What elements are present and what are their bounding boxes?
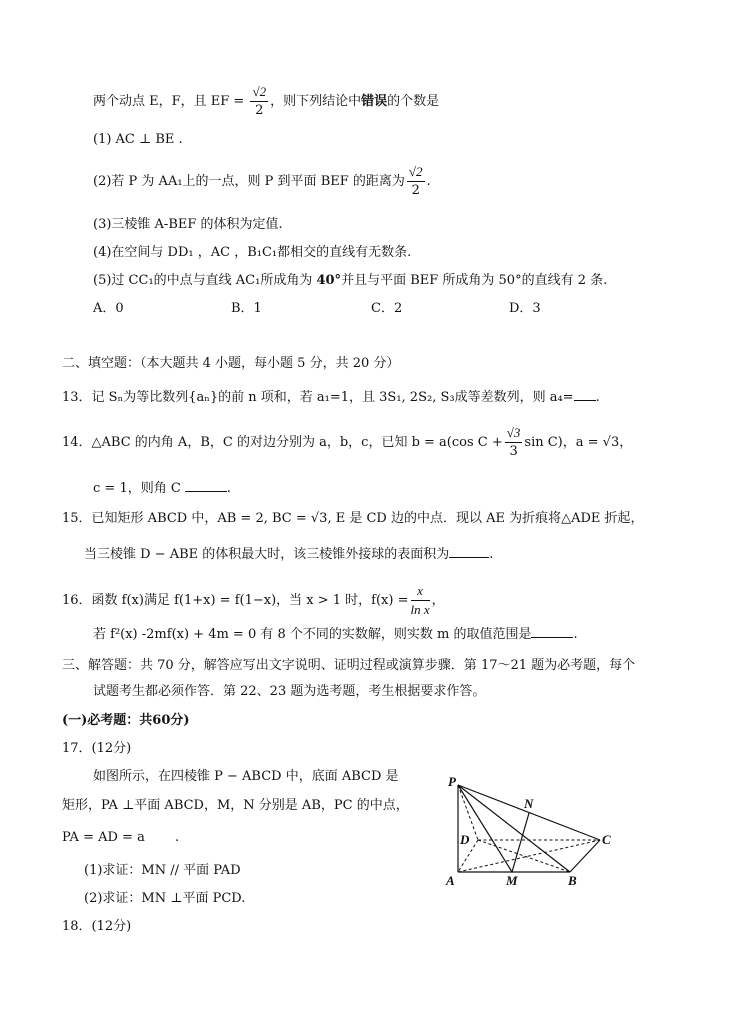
q12-option-c: C．2 [371, 301, 403, 316]
pyramid-figure [440, 768, 640, 893]
q13: 13．记 Sₙ为等比数列{aₙ}的前 n 项和，若 a₁=1，且 3S₁, 2S₂, S₃成等差数列，则 a₄= . [62, 387, 600, 407]
answer-blank [449, 544, 489, 558]
required-subheader: (一)必考题：共60分) [62, 713, 190, 728]
q17-heading: 17．(12分) [62, 741, 132, 756]
q17-part-1: (1)求证：MN // 平面 PAD [84, 863, 241, 878]
fraction: $\frac{√2}{2}$ [252, 84, 267, 118]
q12-statement-2: (2)若 P 为 AA₁上的一点，则 P 到平面 BEF 的距离为 $\frac{√2}{2}$ . [93, 164, 431, 198]
q15-line-2: 当三棱锥 D − ABE 的体积最大时，该三棱锥外接球的表面积为 . [84, 544, 493, 564]
q12-statement-3: (3)三棱锥 A-BEF 的体积为定值. [93, 217, 283, 232]
section-3-header-cont: 试题考生都必须作答．第 22、23 题为选考题，考生根据要求作答。 [93, 684, 486, 699]
label-b: B [568, 873, 577, 888]
label-c: C [602, 832, 611, 847]
q12-statement-1: (1) AC ⊥ BE . [93, 132, 183, 147]
label-p: P [448, 774, 456, 789]
q12-option-a: A．0 [93, 301, 124, 316]
section-2-header: 二、填空题：（本大题共 4 小题，每小题 5 分，共 20 分） [62, 356, 400, 371]
q14-line-2: c = 1，则角 C . [93, 478, 231, 498]
q12-stem: 两个动点 E，F，且 EF = $\frac{√2}{2}$ ，则下列结论中错误的个数是 [93, 84, 440, 118]
q12-option-b: B．1 [231, 301, 262, 316]
q16-line-2: 若 f²(x) -2mf(x) + 4m = 0 有 8 个不同的实数解，则实数 m 的取值范围是 . [93, 624, 578, 644]
fraction: $\frac{x}{\text{ln x}}$ [410, 583, 430, 617]
q17-text-1: 如图所示，在四棱锥 P − ABCD 中，底面 ABCD 是 [93, 769, 399, 784]
q17-text-3: PA = AD = a . [62, 830, 180, 845]
label-d: D [460, 832, 470, 847]
answer-blank [185, 478, 227, 492]
label-n: N [524, 796, 534, 811]
answer-blank [531, 624, 573, 638]
label-m: M [506, 873, 518, 888]
q17-part-2: (2)求证：MN ⊥平面 PCD. [84, 891, 246, 906]
section-3-header: 三、解答题：共 70 分，解答应写出文字说明、证明过程或演算步骤．第 17～21 题为必考题，每个 [62, 658, 636, 673]
q12-statement-4: (4)在空间与 DD₁ ，AC ，B₁C₁都相交的直线有无数条. [93, 245, 412, 260]
q16-line-1: 16．函数 f(x)满足 f(1+x) = f(1−x)，当 x > 1 时，f(x) = $\frac{x}{\text{ln x}}$ ， [62, 583, 445, 617]
q18-heading: 18．(12分) [62, 919, 132, 934]
q17-text-2: 矩形，PA ⊥平面 ABCD，M，N 分别是 AB，PC 的中点， [62, 798, 409, 813]
fraction: $\frac{√2}{2}$ [408, 164, 423, 198]
q15-line-1: 15．已知矩形 ABCD 中，AB = 2, BC = √3, E 是 CD 边的中点．现以 AE 为折痕将△ADE 折起， [62, 511, 644, 526]
q14-line-1: 14．△ABC 的内角 A，B，C 的对边分别为 a，b，c，已知 b = a(cos C + $\frac{√3}{3}$ sin C)，a = √3， [62, 425, 633, 459]
label-a: A [446, 873, 455, 888]
q12-option-d: D．3 [509, 301, 541, 316]
answer-blank [574, 387, 596, 401]
q12-statement-5: (5)过 CC₁的中点与直线 AC₁所成角为 40°并且与平面 BEF 所成角为 50°的直线有 2 条. [93, 273, 608, 288]
fraction: $\frac{√3}{3}$ [506, 425, 521, 459]
